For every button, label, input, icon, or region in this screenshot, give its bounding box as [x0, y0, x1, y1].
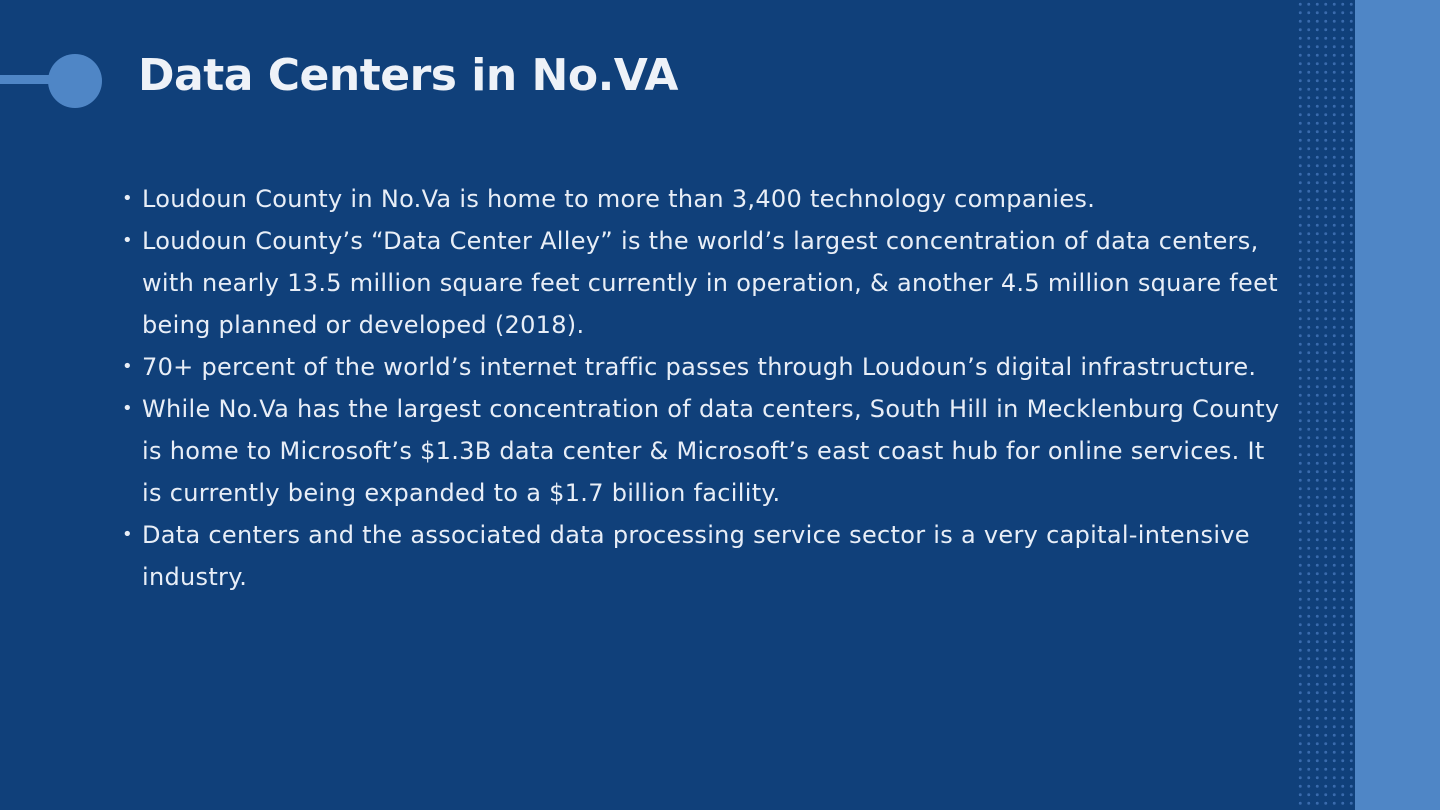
bullet-text: Data centers and the associated data processing service sector is a very capital-intensive industry.: [142, 521, 1250, 591]
bullet-item: [120, 514, 1280, 598]
dot-pattern-decoration: [1296, 0, 1354, 810]
bullet-text: Loudoun County in No.Va is home to more than 3,400 technology companies.: [142, 185, 1096, 213]
bullet-text: While No.Va has the largest concentration of data centers, South Hill in Mecklenburg County is home to Microsoft’s $1.3B data center & Microsoft’s east coast hub for online services. It is currently being expanded to a $1.7 billion facility.: [142, 395, 1280, 507]
bullet-text: Loudoun County’s “Data Center Alley” is the world’s largest concentration of data centers, with nearly 13.5 million square feet currently in operation, & another 4.5 million square feet being planned or developed (2018).: [142, 227, 1278, 339]
bullet-marker: •: [122, 524, 133, 545]
slide-title: Data Centers in No.VA: [138, 50, 678, 101]
bullet-item: [120, 178, 1280, 220]
right-accent-band: [1355, 0, 1440, 810]
bullet-list: [120, 178, 1280, 598]
bullet-marker: •: [122, 356, 133, 377]
bullet-marker: •: [122, 398, 133, 419]
bullet-item: [120, 388, 1280, 514]
bullet-item: [120, 220, 1280, 346]
bullet-text: 70+ percent of the world’s internet traffic passes through Loudoun’s digital infrastructure.: [142, 353, 1257, 381]
bullet-marker: •: [122, 188, 133, 209]
title-accent-circle: [48, 54, 102, 108]
bullet-item: [120, 346, 1280, 388]
bullet-marker: •: [122, 230, 133, 251]
